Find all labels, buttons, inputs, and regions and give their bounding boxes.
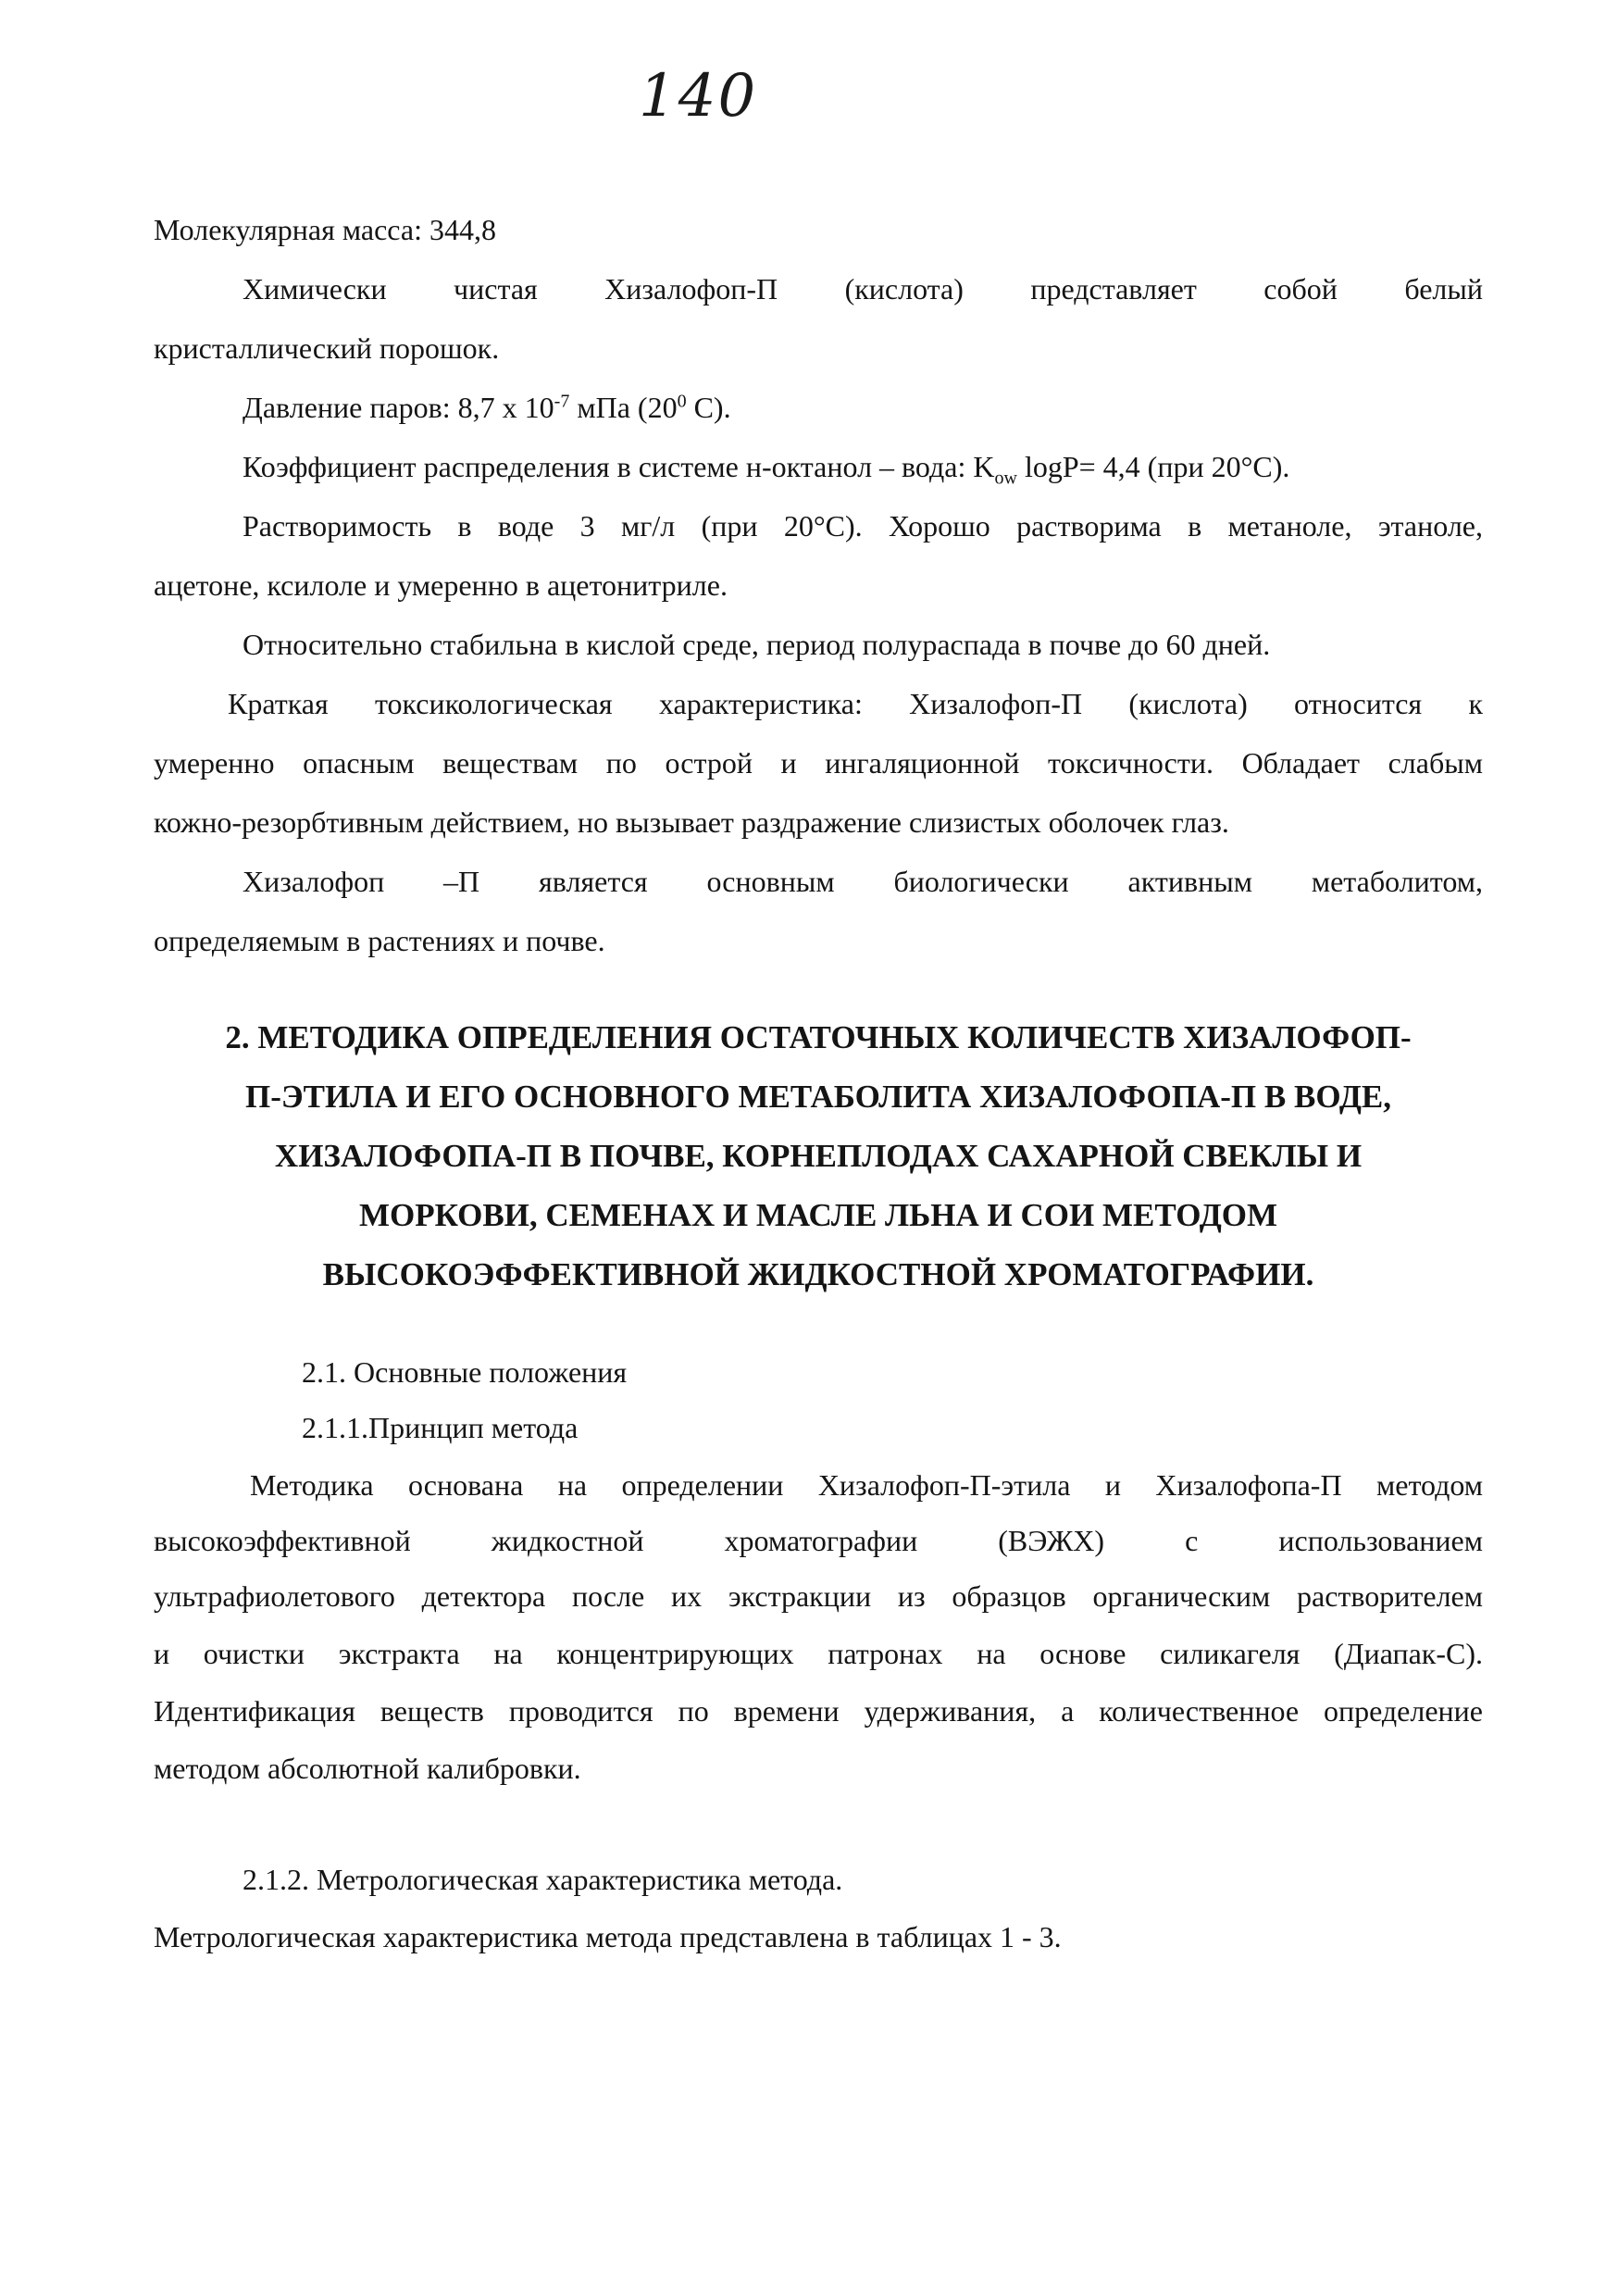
molecular-mass: Молекулярная масса: 344,8 — [154, 213, 496, 246]
metabolite-line-2: определяемым в растениях и почве. — [154, 924, 605, 957]
partition-coefficient — [243, 448, 1290, 489]
page-number: 140 — [639, 62, 758, 131]
metrology-title: 2.1.2. Метрологическая характеристика метода. — [243, 1863, 843, 1896]
metrology-text: Метрологическая характеристика метода представлена в таблицах 1 - 3. — [154, 1920, 1062, 1953]
principle-text-line-1: Методика основана на определении Хизалофоп-П-этила и Хизалофопа-П методом — [250, 1468, 1483, 1502]
vapor-pressure-exponent: -7 — [554, 391, 570, 412]
vapor-pressure-degree: 0 — [677, 391, 687, 412]
partition-text-a: Коэффициент распределения в системе н-октанол – вода: K — [243, 450, 995, 483]
section-heading-line-2: П-ЭТИЛА И ЕГО ОСНОВНОГО МЕТАБОЛИТА ХИЗАЛОФОПА-П В ВОДЕ, — [244, 1079, 1391, 1115]
section-heading-line-4: МОРКОВИ, СЕМЕНАХ И МАСЛЕ ЛЬНА И СОИ МЕТОДОМ — [358, 1197, 1278, 1233]
section-heading-line-3: ХИЗАЛОФОПА-П В ПОЧВЕ, КОРНЕПЛОДАХ САХАРНОЙ СВЕКЛЫ И — [274, 1138, 1363, 1174]
vapor-pressure-text-b: мПа (20 — [569, 391, 678, 424]
purity-line-2: кристаллический порошок. — [154, 331, 500, 365]
vapor-pressure — [243, 389, 731, 426]
metabolite-line-1: Хизалофоп –П является основным биологически активным метаболитом, — [243, 865, 1483, 898]
principle-text-line-4: и очистки экстракта на концентрирующих патронах на основе силикагеля (Диапак-С). — [154, 1637, 1483, 1670]
toxicology-line-1: Краткая токсикологическая характеристика: Хизалофоп-П (кислота) относится к — [228, 687, 1483, 720]
subsection-principle: 2.1.1.Принцип метода — [302, 1411, 579, 1444]
toxicology-line-2: умеренно опасным веществам по острой и ингаляционной токсичности. Обладает слабым — [154, 746, 1483, 780]
purity-line-1: Химически чистая Хизалофоп-П (кислота) представляет собой белый — [243, 272, 1483, 306]
principle-text-line-6: методом абсолютной калибровки. — [154, 1752, 581, 1785]
partition-subscript: ow — [994, 468, 1017, 489]
principle-text-line-5: Идентификация веществ проводится по времени удерживания, а количественное определение — [154, 1694, 1483, 1728]
vapor-pressure-text-a: Давление паров: 8,7 х 10 — [243, 391, 554, 424]
stability: Относительно стабильна в кислой среде, период полураспада в почве до 60 дней. — [243, 628, 1271, 661]
section-heading-line-5: ВЫСОКОЭФФЕКТИВНОЙ ЖИДКОСТНОЙ ХРОМАТОГРАФИИ. — [322, 1256, 1314, 1292]
section-heading-line-1: 2. МЕТОДИКА ОПРЕДЕЛЕНИЯ ОСТАТОЧНЫХ КОЛИЧЕСТВ ХИЗАЛОФОП- — [225, 1019, 1412, 1055]
solubility-line-2: ацетоне, ксилоле и умеренно в ацетонитриле. — [154, 568, 728, 602]
subsection-basics: 2.1. Основные положения — [302, 1355, 628, 1389]
toxicology-line-3: кожно-резорбтивным действием, но вызывает раздражение слизистых оболочек глаз. — [154, 805, 1229, 839]
solubility-line-1: Растворимость в воде 3 мг/л (при 20°С). Хорошо растворима в метаноле, этаноле, — [243, 509, 1483, 543]
principle-text-line-3: ультрафиолетового детектора после их экстракции из образцов органическим растворителем — [154, 1579, 1483, 1613]
partition-text-b: logP= 4,4 (при 20°С). — [1016, 450, 1290, 483]
principle-text-line-2: высокоэффективной жидкостной хроматографии (ВЭЖХ) с использованием — [154, 1524, 1483, 1557]
vapor-pressure-text-c: С). — [686, 391, 731, 424]
